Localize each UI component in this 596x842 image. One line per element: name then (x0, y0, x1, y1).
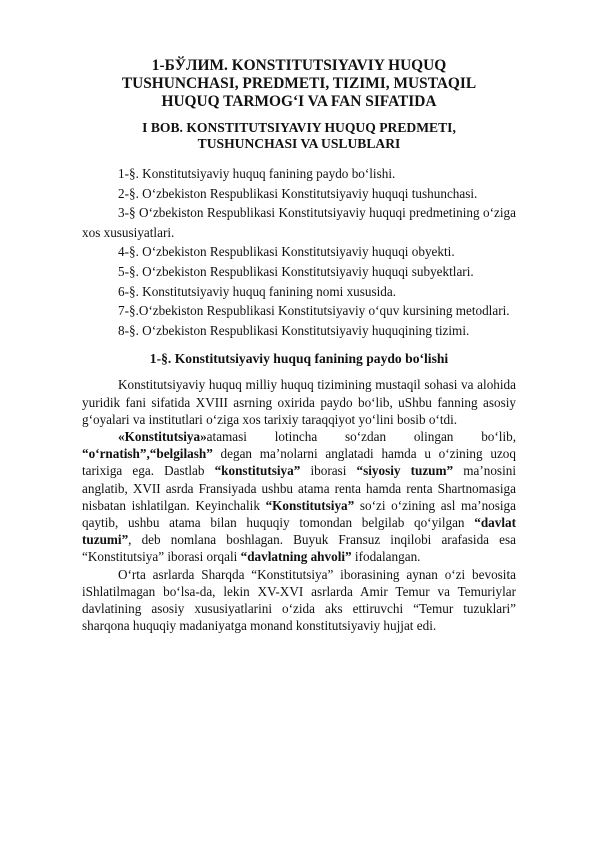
bold-term: “konstitutsiya” (214, 463, 301, 479)
toc-item: 7-§.O‘zbekiston Respublikasi Konstitutsiyaviy o‘quv kursining metodlari. (118, 303, 510, 319)
section-heading: 1-§. Konstitutsiyaviy huquq fanining paydo bo‘lishi (149, 351, 449, 367)
toc-item: 5-§. O‘zbekiston Respublikasi Konstitutsiyaviy huquqi subyektlari. (118, 263, 474, 279)
paragraph-text: so‘zi o‘zining asl ma’nosiga qaytib, ushbu atama bilan huquqiy tomondan belgilab qo‘yilgan (82, 497, 516, 530)
body-paragraph: Konstitutsiyaviy huquq milliy huquq tizimining mustaqil sohasi va alohida yuridik fani sifatida XVIII asrning oxirida paydo bo‘lib, uShbu fanning asosiy g‘oyalari va institutlari o‘ziga xos tarixiy taraqqiyot yo‘lini bosib o‘tdi. (82, 377, 516, 427)
toc-item: 3-§ O‘zbekiston Respublikasi Konstitutsiyaviy huquqi predmetining o‘ziga xos xususiyatlari. (82, 205, 516, 240)
body-paragraph: O‘rta asrlarda Sharqda “Konstitutsiya” iborasining aynan o‘zi bevosita iShlatilmagan bo‘lsa-da, lekin XV-XVI asrlarda Amir Temur va Temuriylar davlatining asosiy xususiyatlarini o‘zida aks ettiruvchi “Temur tuzuklari” sharqona huquqiy madaniyatga monand konstitutsiyaviy hujjat edi. (82, 566, 516, 634)
toc-item: 8-§. O‘zbekiston Respublikasi Konstitutsiyaviy huquqining tizimi. (118, 322, 470, 338)
toc-item: 4-§. O‘zbekiston Respublikasi Konstitutsiyaviy huquqi obyekti. (118, 244, 455, 260)
toc-item: 2-§. O‘zbekiston Respublikasi Konstitutsiyaviy huquqi tushunchasi. (118, 185, 478, 201)
paragraph-text: degan ma’nolarni anglatadi hamda u o‘zining uzoq tarixiga ega. Dastlab (82, 446, 516, 479)
part-title-line: TUSHUNCHASI, PREDMETI, TIZIMI, MUSTAQIL (121, 75, 477, 92)
part-title-line: 1-БЎЛИМ. KONSTITUTSIYAVIY HUQUQ (151, 57, 447, 74)
part-title-line: HUQUQ TARMOG‘I VA FAN SIFATIDA (161, 93, 437, 110)
bold-term: “davlat tuzumi” (82, 514, 516, 548)
toc-item: 1-§. Konstitutsiyaviy huquq fanining paydo bo‘lishi. (118, 166, 396, 181)
toc-item: 6-§. Konstitutsiyaviy huquq fanining nomi xususida. (118, 283, 397, 299)
bold-term: “o‘rnatish”,“belgilash” (82, 446, 213, 462)
chapter-title-line: I BOB. KONSTITUTSIYAVIY HUQUQ PREDMETI, (142, 120, 456, 135)
bold-term: “siyosiy tuzum” (356, 463, 454, 479)
table-of-contents (82, 164, 516, 340)
part-title (82, 57, 516, 111)
bold-term: “davlatning ahvoli” (240, 549, 352, 565)
paragraph-text: , deb nomlana boshlagan. Buyuk Fransuz inqilobi arafasida esa “Konstitutsiya” iborasi orqali (82, 532, 516, 565)
bold-term: “Konstitutsiya” (265, 497, 355, 513)
paragraph-text: ifodalangan. (351, 549, 421, 565)
paragraph-text: ma’nosini anglatib, XVII asrda Fransiyada ushbu atama renta hamda renta Shartnomasiga nisbatan ishlatilgan. Keyinchalik (82, 463, 516, 513)
bold-term: «Konstitutsiya» (118, 428, 207, 444)
paragraph-text: iborasi (300, 463, 357, 479)
paragraph-text: atamasi lotincha so‘zdan olingan bo‘lib, (206, 428, 516, 444)
document-page (82, 57, 516, 634)
body-paragraph (82, 428, 516, 566)
chapter-title (82, 120, 516, 152)
chapter-title-line: TUSHUNCHASI VA USLUBLARI (197, 136, 401, 151)
